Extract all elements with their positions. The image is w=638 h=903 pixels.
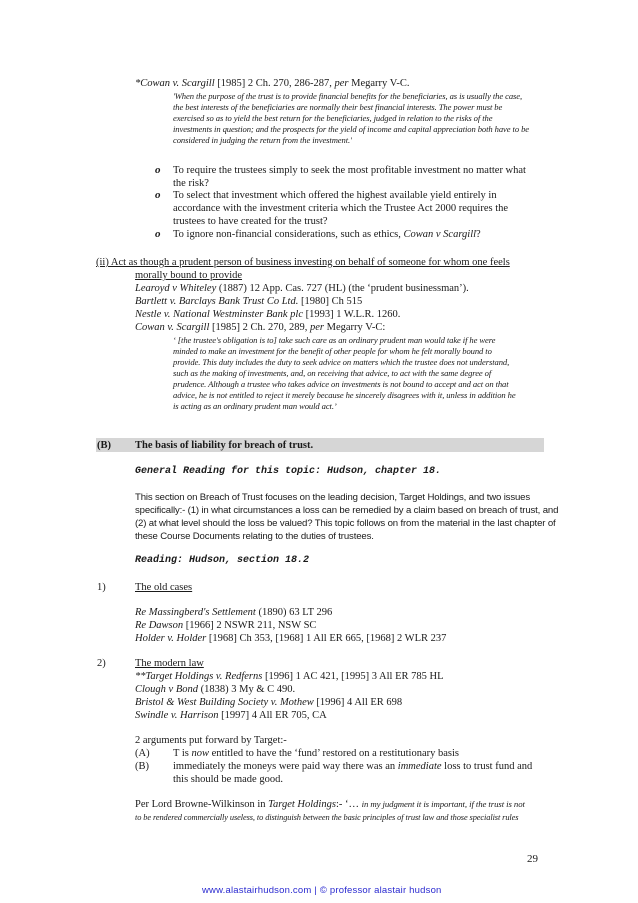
quote-open: :- ‘… [335,799,362,810]
case-cite: [1996] 4 All ER 698 [313,697,403,708]
case-name: Nestle v. National Westminster Bank plc [135,309,303,320]
bullet-text: accordance with the investment criteria which the Trustee Act 2000 requires the [173,203,509,214]
quote-line: 'When the purpose of the trust is to provide financial benefits for the beneficiaries, as is usually the case, [173,91,523,101]
case-citation [135,282,469,295]
list-number: 2) [97,658,106,669]
bullet-text-end: ? [476,229,481,240]
argument-text-start: immediately the moneys were paid way there was an [173,761,398,772]
reading-reference: Reading: Hudson, section 18.2 [135,555,310,566]
case-name: Swindle v. Harrison [135,710,219,721]
quote-line: considered in judging the return from the investment.' [173,135,352,145]
case-name: **Target Holdings v. Redferns [135,671,263,682]
case-cite: [1966] 2 NSWR 211, NSW SC [183,620,317,631]
case-name: Cowan v. Scargill [135,322,210,333]
section-ii-heading-cont: morally bound to provide [135,270,243,281]
case-cite: [1985] 2 Ch. 270, 289, [209,322,310,333]
argument-label: (B) [135,761,149,772]
case-citation [135,295,362,308]
argument-text-cont: this should be made good. [173,774,283,785]
bullet-text-start: To ignore non-financial considerations, such as ethics, [173,229,404,240]
quote-line: provide. This duty includes the duty to seek advice on matters which the trustee does not understand, [173,357,510,367]
case-cite: (1838) 3 My & C 490. [198,684,296,695]
quote-line: such as the making of investments, and, on receiving that advice, to act with the same degree of [173,368,492,378]
quote-intro: Per Lord Browne-Wilkinson in [135,799,269,810]
case-name: Bristol & West Building Society v. Mothew [135,697,314,708]
page-number: 29 [527,853,538,865]
bullet-marker: o [155,164,161,176]
case-name: Clough v Bond [135,684,198,695]
quote-line: advice, he is not entitled to reject it merely because he sincerely disagrees with it, unless in addition he [173,390,516,400]
argument-emphasis: immediate [397,761,442,772]
body-text-line: specifically:- (1) in what circumstances a loss can be remedied by a claim based on breach of trust, and [135,505,559,516]
case-cite: [1993] 1 W.L.R. 1260. [302,309,401,320]
case-citation [135,696,402,709]
case-name: *Cowan v. Scargill [135,78,215,89]
bullet-text: trustees to have created for the trust? [173,216,328,227]
bullet-text: the risk? [173,178,209,189]
footer-credit: www.alastairhudson.com | © professor alastair hudson [202,885,442,896]
quote-line: prudence. Although a trustee who takes advice on investments is not bound to accept and act on that [173,379,509,389]
argument-text-start: T is [173,748,192,759]
case-cite: [1997] 4 All ER 705, CA [218,710,327,721]
case-citation [135,606,332,619]
case-cite: (1890) 63 LT 296 [255,607,333,618]
arguments-intro: 2 arguments put forward by Target:- [135,735,287,746]
subheading-old-cases: The old cases [135,582,193,593]
case-name: Re Massingberd's Settlement [135,607,256,618]
subheading-modern-law: The modern law [135,658,204,669]
bullet-text [173,228,481,241]
body-text-line: (2) at what level should the loss be valued? This topic follows on from the material in the last chapter of [135,518,556,529]
bullet-text: To select that investment which offered the highest available yield entirely in [173,190,497,201]
case-citation [135,709,327,722]
case-citation [135,632,446,645]
case-cite: [1996] 1 AC 421, [1995] 3 All ER 785 HL [262,671,444,682]
bullet-case-name: Cowan v Scargill [403,229,477,240]
body-text-line: these Course Documents relating to the duties of trustees. [135,531,374,542]
quote-line: minded to make an investment for the benefit of other people for whom he felt morally bound to [173,346,492,356]
quote-line: ‘ [the trustee's obligation is to] take such care as an ordinary prudent man would take if he were [173,335,496,345]
judge-name: Megarry V-C: [324,322,386,333]
section-title: The basis of liability for breach of trust. [135,440,314,451]
case-citation-cowan [135,77,409,90]
browne-wilkinson-quote [135,798,525,811]
case-citation [135,683,295,696]
argument-text [173,760,532,773]
argument-text-end: entitled to have the ‘fund’ restored on a restitutionary basis [209,748,459,759]
judge-name: Megarry V-C. [348,78,410,89]
bullet-marker: o [155,189,161,201]
quote-line: to be rendered commercially useless, to distinguish between the basic principles of trust law and those specialist rules [135,813,519,822]
argument-text-end: loss to trust fund and [441,761,533,772]
case-citation [135,670,443,683]
bullet-text: To require the trustees simply to seek the most profitable investment no matter what [173,165,526,176]
argument-emphasis: now [191,748,209,759]
case-citation [135,619,316,632]
case-citation [135,308,400,321]
per-word: per [334,78,349,89]
case-name: Holder v. Holder [135,633,207,644]
case-cite: [1985] 2 Ch. 270, 286-287, [214,78,335,89]
case-name: Bartlett v. Barclays Bank Trust Co Ltd. [135,296,299,307]
list-number: 1) [97,582,106,593]
section-label: (B) [97,440,111,451]
case-name: Learoyd v Whiteley [135,283,217,294]
quote-start: in my judgment it is important, if the trust is not [361,799,525,809]
general-reading: General Reading for this topic: Hudson, chapter 18. [135,466,442,477]
quote-line: exercised so as to yield the best return for the beneficiaries, judged in relation to the risks of the [173,113,493,123]
case-cite: [1980] Ch 515 [298,296,363,307]
per-word: per [310,322,324,333]
case-cite: (1887) 12 App. Cas. 727 (HL) (the ‘prudent businessman’). [216,283,469,294]
case-name: Target Holdings [268,799,336,810]
case-cite: [1968] Ch 353, [1968] 1 All ER 665, [1968] 2 WLR 237 [206,633,447,644]
case-citation [135,321,385,334]
quote-line: the best interests of the beneficiaries are normally their best financial interests. The power must be [173,102,503,112]
case-name: Re Dawson [135,620,184,631]
bullet-marker: o [155,228,161,240]
argument-label: (A) [135,748,150,759]
quote-line: is acting as an ordinary prudent man would act.’ [173,401,337,411]
section-ii-heading: (ii) Act as though a prudent person of business investing on behalf of someone for whom one feels [96,257,510,268]
quote-line: investments in question; and the prospects for the yield of income and capital appreciation both have to be [173,124,529,134]
body-text-line: This section on Breach of Trust focuses on the leading decision, Target Holdings, and two issues [135,492,530,503]
argument-text [173,747,459,760]
